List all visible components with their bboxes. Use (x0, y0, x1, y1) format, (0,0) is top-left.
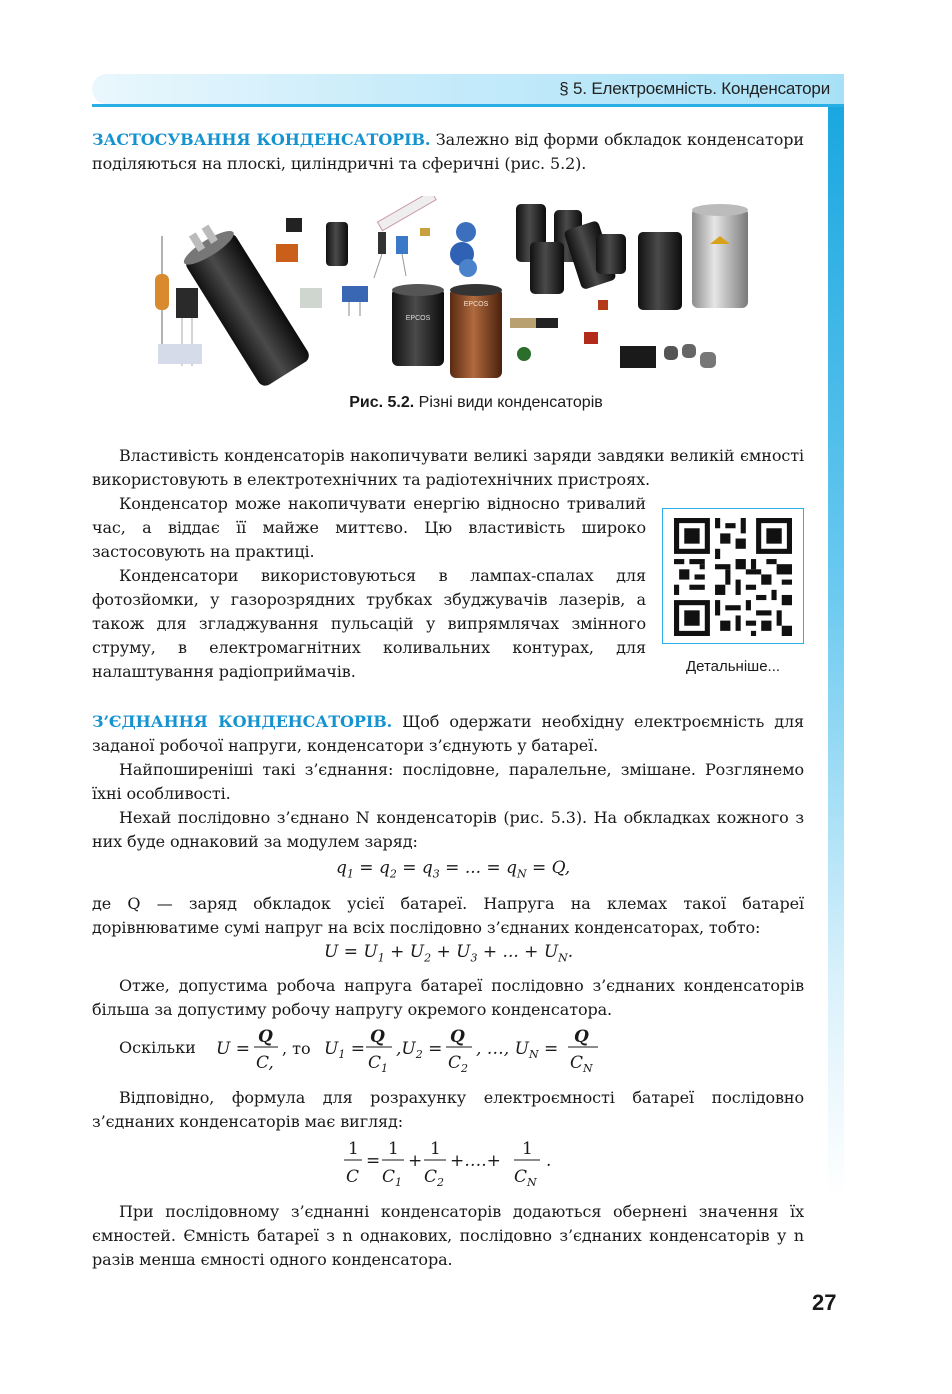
figure-caption-label: Рис. 5.2. (349, 394, 415, 411)
decorative-side-band (828, 106, 844, 1196)
qr-code-icon (674, 518, 792, 636)
svg-text:Q: Q (574, 1027, 589, 1047)
svg-text:C: C (346, 1167, 360, 1187)
svg-text:.: . (546, 1151, 552, 1171)
paragraph-storage: Властивість конденсаторів накопичувати великі заряди завдяки великій ємності використовують в електротехнічних та радіотехнічних пристроях. (92, 446, 804, 489)
capacitors-photo (144, 196, 756, 386)
svg-text:C1: $C_1$ (382, 1167, 403, 1189)
svg-text:C2: $C_2$ (424, 1167, 445, 1189)
qr-caption[interactable]: Детальніше... (685, 658, 781, 675)
since-word: Оскільки (119, 1038, 196, 1057)
section-connection-text: Щоб одержати необхідну електроємність для заданої робочої напруги, конденсатори з’єднують у батареї. (92, 712, 805, 755)
svg-text:C,: C, (256, 1053, 274, 1073)
section-connection-heading: З’ЄДНАННЯ КОНДЕНСАТОРІВ. (92, 712, 393, 731)
svg-text:CN: $C_N$ (570, 1053, 593, 1075)
svg-text:Q: Q (258, 1027, 273, 1047)
section-applications-text: Залежно від форми обкладок конденсатори поділяються на плоскі, циліндричні та сферичні (рис. 5.2). (92, 130, 804, 173)
paragraph-inverse-sum: При послідовному з’єднанні конденсаторів додаються обернені значення їх ємностей. Ємність батареї з n однакових, послідовно з’єднаних конденсаторів у n разів менша ємності одного конденсатора. (92, 1202, 804, 1269)
svg-text:=: = (366, 1151, 381, 1171)
running-header (92, 74, 844, 104)
svg-text:+: + (408, 1151, 423, 1171)
svg-text:U =: U = (216, 1039, 250, 1059)
paragraph-energy: Конденсатор може накопичувати енергію відносно тривалий час, а віддає її майже миттєво. Цю властивість широко застосовують на практиці. (92, 494, 646, 561)
svg-text:Q: Q (370, 1027, 385, 1047)
paragraph-voltage: де Q — заряд обкладок усієї батареї. Напруга на клемах такої батареї дорівнюватиме сумі напруг на всіх послідовно з’єднаних конденсаторах, тобто: (92, 894, 804, 937)
running-header-title: § 5. Електроємність. Конденсатори (559, 79, 830, 98)
epcos-label-black: EPCOS (405, 315, 431, 322)
svg-text:,U2 =: $,U_2$ = (396, 1039, 443, 1061)
qr-code-link[interactable] (662, 508, 804, 644)
equation-charges-render: $q_1 = q_2 = q_3$ = ... = $q_N = Q$, (336, 858, 571, 881)
svg-text:CN: $C_N$ (514, 1167, 537, 1189)
figure-caption (0, 394, 952, 412)
svg-text:1: 1 (388, 1139, 399, 1159)
paragraph-uses: Конденсатори використовуються в лампах-спалах для фотозйомки, у газорозрядних трубках збуджувачів лазерів, а також для згладжування пульсацій у випрямлячах змінного струму, в електромагнітних коливальних контурах, для налаштування радіоприймачів. (92, 566, 646, 681)
page-number: 27 (812, 1290, 837, 1315)
figure-caption-text: Різні види конденсаторів (414, 394, 603, 411)
svg-text:1: 1 (348, 1139, 359, 1159)
svg-text:Q: Q (450, 1027, 465, 1047)
equation-charges (336, 858, 570, 880)
svg-text:1: 1 (430, 1139, 441, 1159)
equation-voltage-fractions (212, 1020, 612, 1080)
equation-voltage: $U = U_1 + U_2 + U_3$ + ... + $U_N$. (324, 942, 574, 965)
svg-text:, …, UN =: , …, $U_N$ = (476, 1039, 559, 1061)
svg-text:U1 =: $U_1$ = (324, 1039, 365, 1061)
then-word: , то (282, 1039, 311, 1058)
section-connection (92, 710, 804, 758)
svg-text:1: 1 (522, 1139, 533, 1159)
svg-text:C2: $C_2$ (448, 1053, 469, 1075)
paragraph-types: Найпоширеніші такі з’єднання: послідовне, паралельне, змішане. Розглянемо їхні особливості. (92, 760, 804, 803)
paragraph-working-voltage: Отже, допустима робоча напруга батареї послідовно з’єднаних конденсаторів більша за допустиму робочу напругу окремого конденсатора. (92, 976, 804, 1019)
svg-text:C1: $C_1$ (368, 1053, 389, 1075)
section-applications-heading: ЗАСТОСУВАННЯ КОНДЕНСАТОРІВ. (92, 130, 431, 149)
epcos-label-brown: EPCOS (463, 301, 489, 308)
paragraph-series: Нехай послідовно з’єднано N конденсаторів (рис. 5.3). На обкладках кожного з них буде однаковий за модулем заряд: (92, 808, 804, 851)
equation-capacitance (336, 1132, 576, 1196)
svg-text:+….+: +….+ (450, 1151, 501, 1171)
section-applications (92, 128, 804, 176)
paragraph-capacitance-formula: Відповідно, формула для розрахунку електроємності батареї послідовно з’єднаних конденсаторів має вигляд: (92, 1088, 804, 1131)
